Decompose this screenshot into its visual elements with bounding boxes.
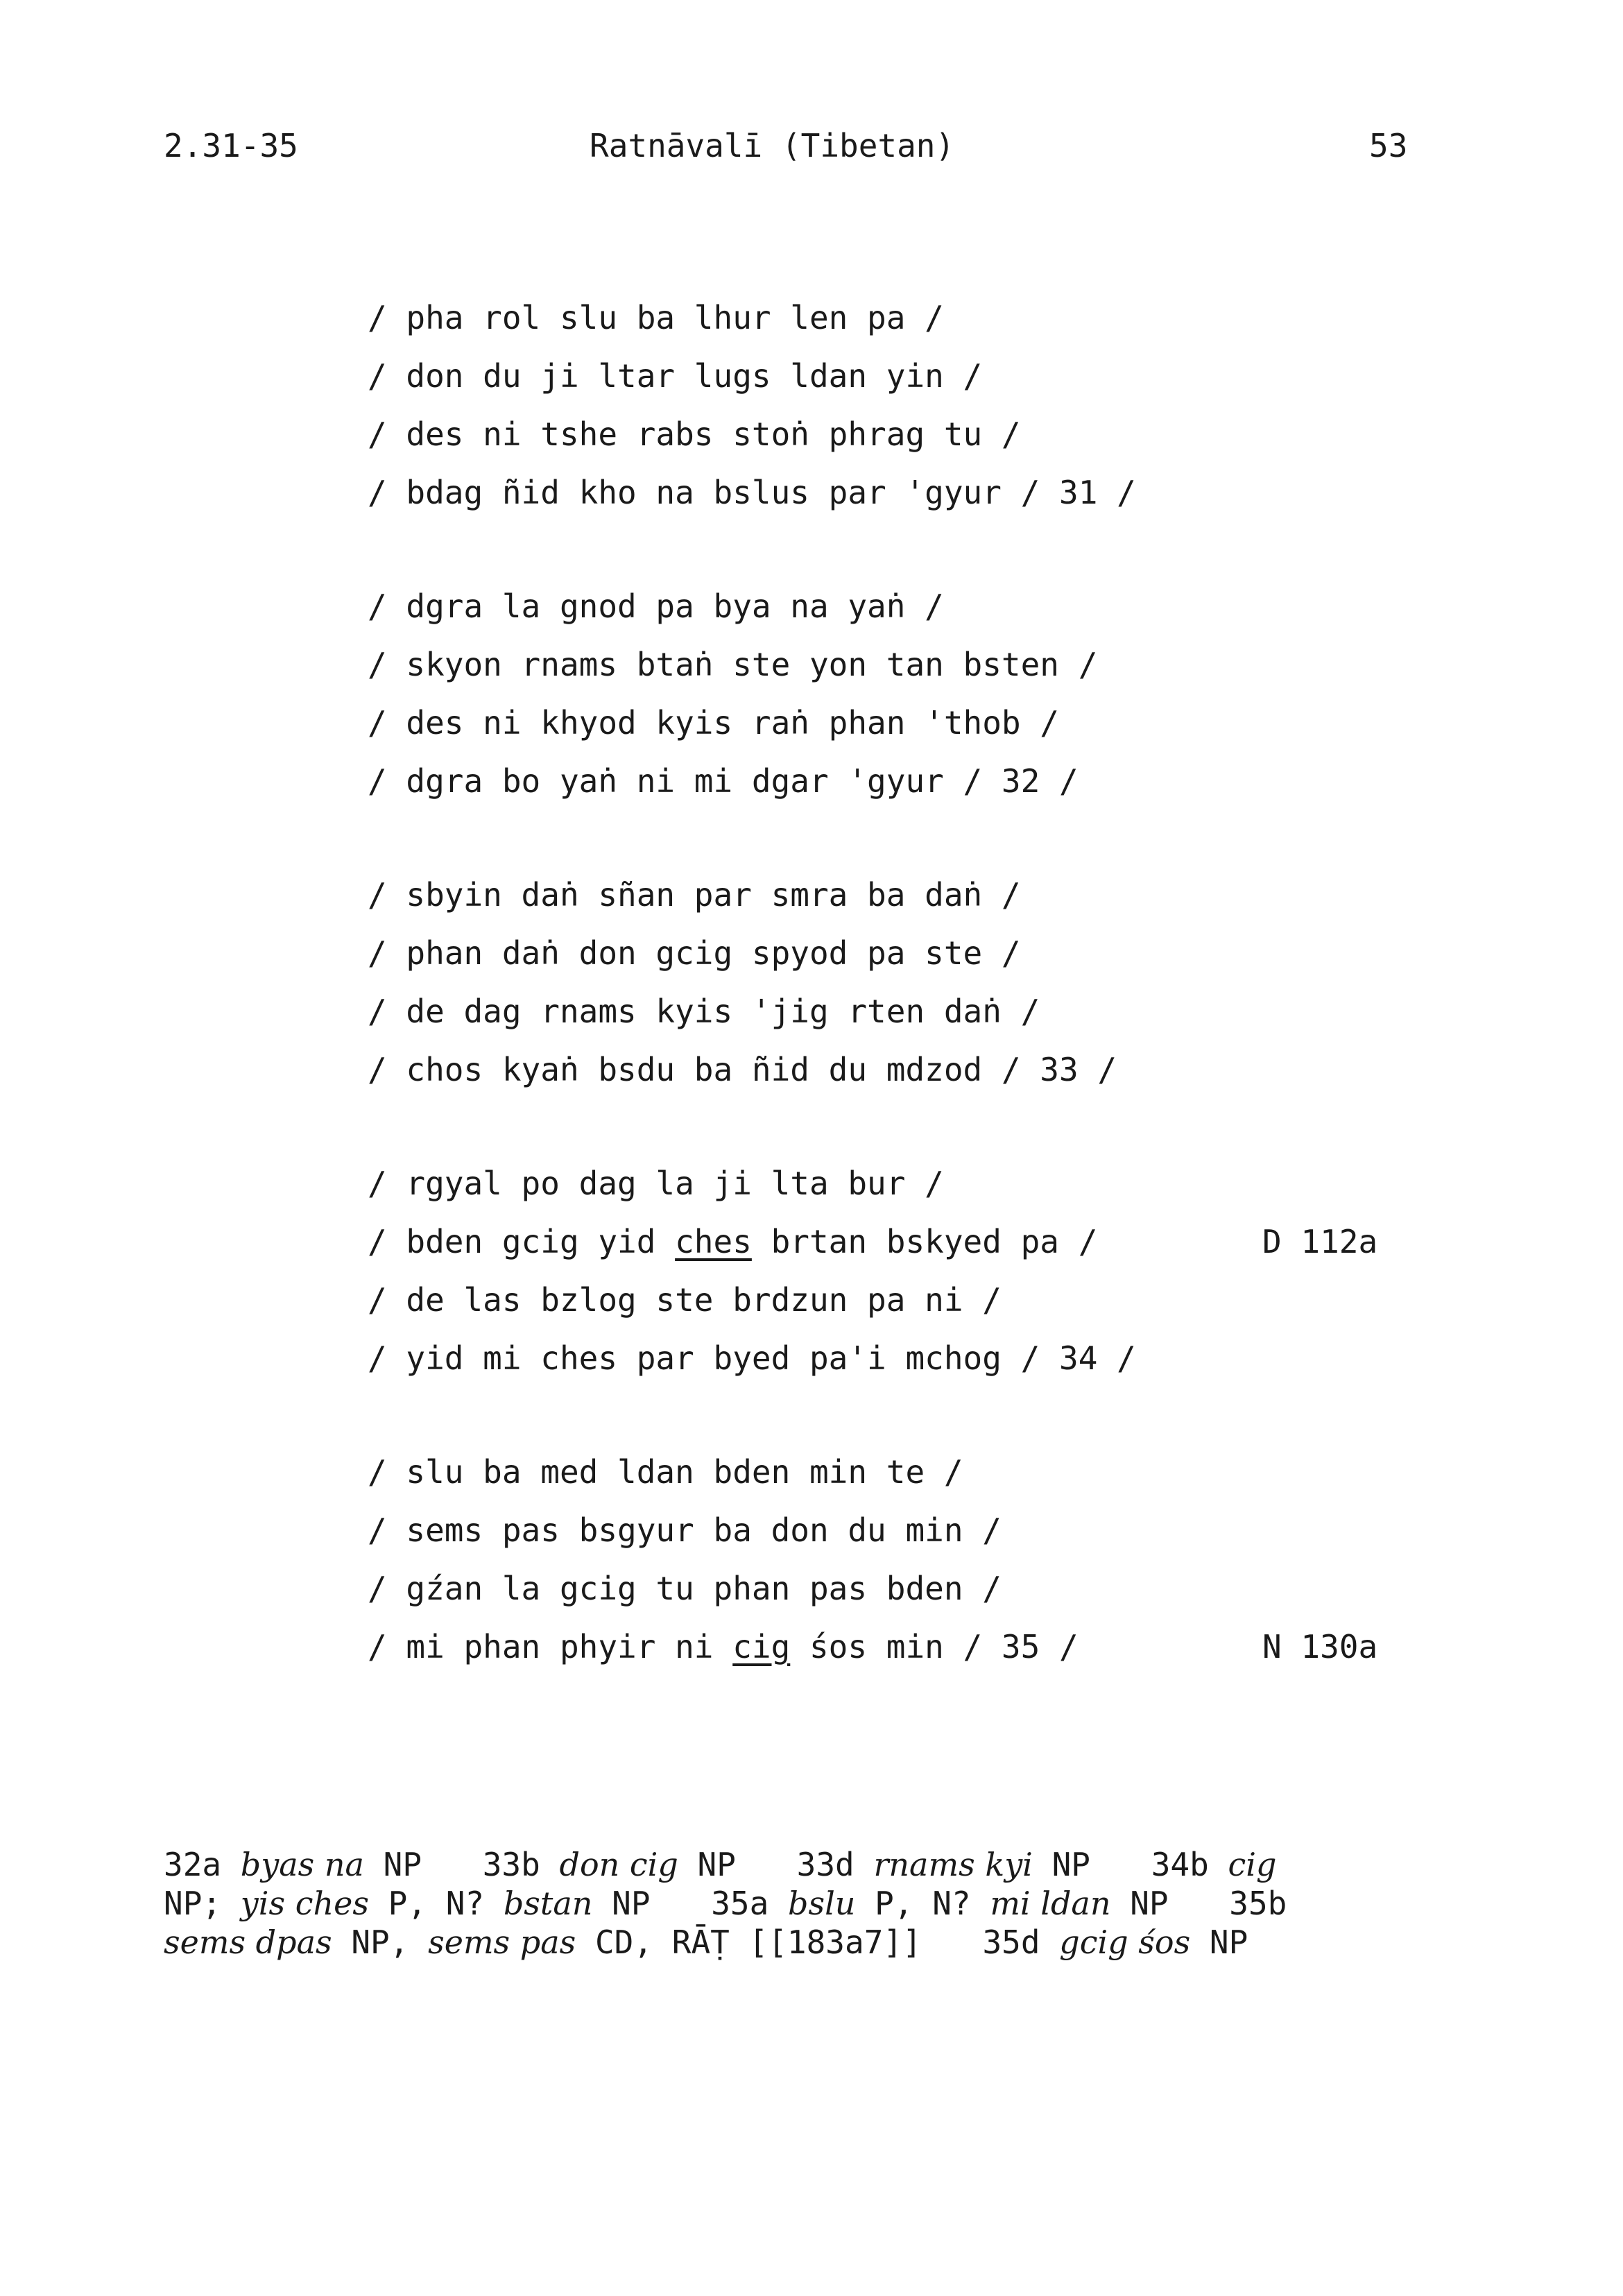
variant-reading: sems pas	[428, 1924, 576, 1961]
note-ref: 34b	[1151, 1846, 1209, 1883]
verse-line: / gźan la gcig tu phan pas bden /	[368, 1570, 1002, 1607]
section-range: 2.31-35	[164, 127, 298, 164]
running-title: Ratnāvalī (Tibetan)	[590, 127, 955, 164]
witness-sigla: P, N?	[875, 1885, 971, 1922]
verse-line: / don du ji ltar lugs ldan yin /	[368, 357, 983, 395]
variant-reading: bstan	[503, 1885, 593, 1922]
folio-reference: D 112a	[1262, 1223, 1378, 1260]
apparatus-line	[164, 1923, 1412, 1962]
verse-line: / dgra la gnod pa bya na yaṅ /	[368, 588, 944, 625]
witness-sigla: NP,	[351, 1924, 409, 1961]
verse-line: / dgra bo yaṅ ni mi dgar 'gyur / 32 /	[368, 762, 1079, 800]
note-ref: 33b	[482, 1846, 540, 1883]
stanza	[368, 866, 1408, 1099]
verse-line: / rgyal po dag la ji lta bur /	[368, 1165, 944, 1202]
stanza	[368, 289, 1408, 522]
stanza	[368, 577, 1408, 810]
stanza	[368, 1154, 1408, 1387]
witness-sigla: NP	[697, 1846, 736, 1883]
note-ref: 35a	[711, 1885, 769, 1922]
verse-text: brtan bskyed pa /	[751, 1223, 1098, 1260]
verse-text: śos min / 35 /	[790, 1628, 1079, 1665]
critical-apparatus	[164, 1845, 1412, 1962]
verse-line: / sems pas bsgyur ba don du min /	[368, 1511, 1002, 1549]
note-ref: 32a	[164, 1846, 222, 1883]
verse-text: / bden gcig yid	[368, 1223, 676, 1260]
variant-reading: bslu	[788, 1885, 856, 1922]
verse-line: / des ni khyod kyis raṅ phan 'thob /	[368, 704, 1059, 742]
variant-reading: don cig	[559, 1846, 678, 1883]
verse-line: / sbyin daṅ sñan par smra ba daṅ /	[368, 876, 1021, 914]
witness-sigla: NP	[1209, 1924, 1248, 1961]
variant-reading: mi ldan	[990, 1885, 1111, 1922]
verse-line: / pha rol slu ba lhur len pa /	[368, 299, 944, 336]
variant-reading: gcig śos	[1059, 1924, 1191, 1961]
verse-line: / yid mi ches par byed pa'i mchog / 34 /	[368, 1339, 1136, 1377]
variant-reading: cig	[1228, 1846, 1277, 1883]
witness-sigla: NP;	[164, 1885, 222, 1922]
apparatus-line	[164, 1884, 1412, 1923]
underlined-word: ches	[675, 1223, 752, 1260]
witness-sigla: NP	[1051, 1846, 1090, 1883]
verse-line: / skyon rnams btaṅ ste yon tan bsten /	[368, 646, 1098, 683]
verse-line	[368, 1618, 1408, 1676]
witness-sigla: P, N?	[388, 1885, 485, 1922]
witness-sigla: NP	[383, 1846, 422, 1883]
verse-line: / bdag ñid kho na bslus par 'gyur / 31 /	[368, 474, 1136, 511]
variant-reading: byas na	[240, 1846, 364, 1883]
verse-line: / slu ba med ldan bden min te /	[368, 1453, 963, 1491]
verse-line: / de dag rnams kyis 'jig rten daṅ /	[368, 993, 1040, 1030]
witness-sigla: CD, RĀṬ [[183a7]]	[594, 1924, 922, 1961]
note-ref: 33d	[796, 1846, 855, 1883]
note-ref: 35d	[982, 1924, 1040, 1961]
folio-reference: N 130a	[1262, 1628, 1378, 1665]
stanza	[368, 1443, 1408, 1676]
witness-sigla: NP	[612, 1885, 651, 1922]
verse-line: / de las bzlog ste brdzun pa ni /	[368, 1281, 1002, 1319]
verse-line: / phan daṅ don gcig spyod pa ste /	[368, 934, 1021, 972]
apparatus-line	[164, 1845, 1412, 1884]
note-ref: 35b	[1229, 1885, 1287, 1922]
variant-reading: sems dpas	[164, 1924, 332, 1961]
witness-sigla: NP	[1130, 1885, 1169, 1922]
underlined-word: cig	[732, 1628, 791, 1665]
variant-reading: rnams kyi	[873, 1846, 1033, 1883]
variant-reading: yis ches	[240, 1885, 369, 1922]
verse-line	[368, 1213, 1408, 1271]
verse-line: / chos kyaṅ bsdu ba ñid du mdzod / 33 /	[368, 1051, 1117, 1088]
verse-line: / des ni tshe rabs stoṅ phrag tu /	[368, 415, 1021, 453]
verse-text: / mi phan phyir ni	[368, 1628, 733, 1665]
page-number: 53	[1369, 127, 1408, 164]
